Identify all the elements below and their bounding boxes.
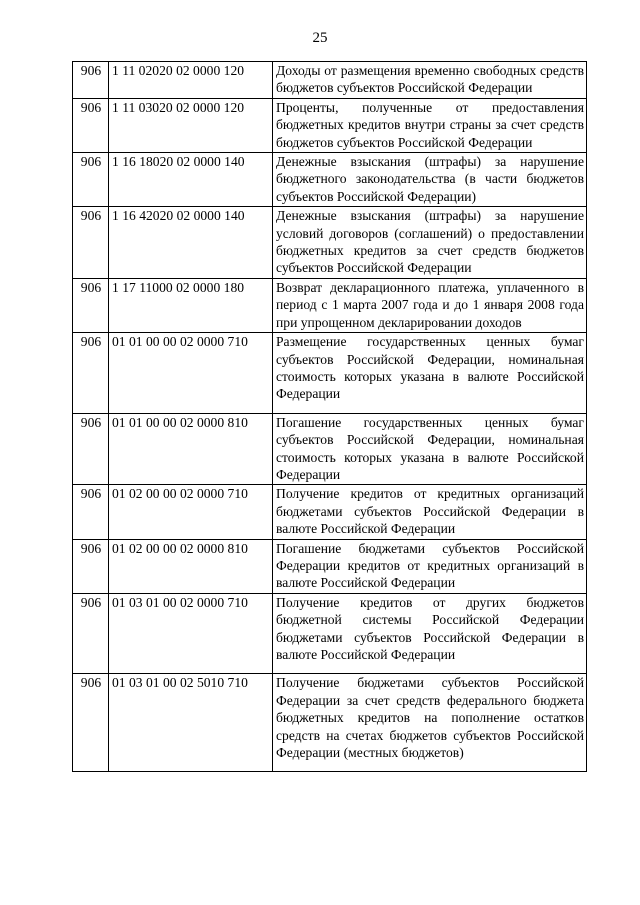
admin-code-cell: 906	[73, 413, 109, 485]
table-row	[73, 207, 587, 279]
budget-code-cell: 01 01 00 00 02 0000 810	[109, 413, 273, 485]
description-cell: Погашение бюджетами субъектов Российской Федерации кредитов от кредитных организаций в валюте Российской Федерации	[273, 539, 587, 593]
description-cell: Денежные взыскания (штрафы) за нарушение бюджетного законодательства (в части бюджетов субъектов Российской Федерации)	[273, 153, 587, 207]
description-cell: Получение кредитов от кредитных организаций бюджетами субъектов Российской Федерации в валюте Российской Федерации	[273, 485, 587, 539]
admin-code-cell: 906	[73, 674, 109, 772]
admin-code-cell: 906	[73, 207, 109, 279]
table-row	[73, 333, 587, 414]
admin-code-cell: 906	[73, 62, 109, 99]
description-cell: Размещение государственных ценных бумаг субъектов Российской Федерации, номинальная стоимость которых указана в валюте Российской Федерации	[273, 333, 587, 414]
description-cell: Проценты, полученные от предоставления бюджетных кредитов внутри страны за счет средств бюджетов субъектов Российской Федерации	[273, 98, 587, 152]
budget-code-cell: 1 17 11000 02 0000 180	[109, 278, 273, 332]
table-row	[73, 413, 587, 485]
table-row	[73, 62, 587, 99]
description-cell: Погашение государственных ценных бумаг субъектов Российской Федерации, номинальная стоимость которых указана в валюте Российской Федерации	[273, 413, 587, 485]
budget-code-cell: 01 01 00 00 02 0000 710	[109, 333, 273, 414]
budget-code-cell: 01 03 01 00 02 0000 710	[109, 593, 273, 674]
description-cell: Денежные взыскания (штрафы) за нарушение условий договоров (соглашений) о предоставлении бюджетных кредитов за счет средств бюджетов субъектов Российской Федерации	[273, 207, 587, 279]
table-row	[73, 485, 587, 539]
admin-code-cell: 906	[73, 539, 109, 593]
admin-code-cell: 906	[73, 98, 109, 152]
table-row	[73, 539, 587, 593]
description-cell: Получение кредитов от других бюджетов бюджетной системы Российской Федерации бюджетами субъектов Российской Федерации в валюте Российской Федерации	[273, 593, 587, 674]
page-number: 25	[312, 30, 328, 46]
budget-codes-table	[72, 61, 587, 772]
admin-code-cell: 906	[73, 333, 109, 414]
table-row	[73, 593, 587, 674]
admin-code-cell: 906	[73, 593, 109, 674]
admin-code-cell: 906	[73, 278, 109, 332]
table-row	[73, 153, 587, 207]
admin-code-cell: 906	[73, 153, 109, 207]
budget-code-cell: 01 02 00 00 02 0000 710	[109, 485, 273, 539]
description-cell: Доходы от размещения временно свободных средств бюджетов субъектов Российской Федерации	[273, 62, 587, 99]
budget-code-cell: 1 11 03020 02 0000 120	[109, 98, 273, 152]
description-cell: Возврат декларационного платежа, уплаченного в период с 1 марта 2007 года и до 1 января 2008 года при упрощенном декларировании доходов	[273, 278, 587, 332]
budget-code-cell: 1 16 18020 02 0000 140	[109, 153, 273, 207]
admin-code-cell: 906	[73, 485, 109, 539]
description-cell: Получение бюджетами субъектов Российской Федерации за счет средств федерального бюджета бюджетных кредитов на пополнение остатков средств на счетах бюджетов субъектов Российской Федерации (местных бюджетов)	[273, 674, 587, 772]
table-row	[73, 98, 587, 152]
budget-code-cell: 01 02 00 00 02 0000 810	[109, 539, 273, 593]
budget-code-cell: 1 16 42020 02 0000 140	[109, 207, 273, 279]
table-row	[73, 674, 587, 772]
budget-code-cell: 1 11 02020 02 0000 120	[109, 62, 273, 99]
budget-code-cell: 01 03 01 00 02 5010 710	[109, 674, 273, 772]
table-row	[73, 278, 587, 332]
